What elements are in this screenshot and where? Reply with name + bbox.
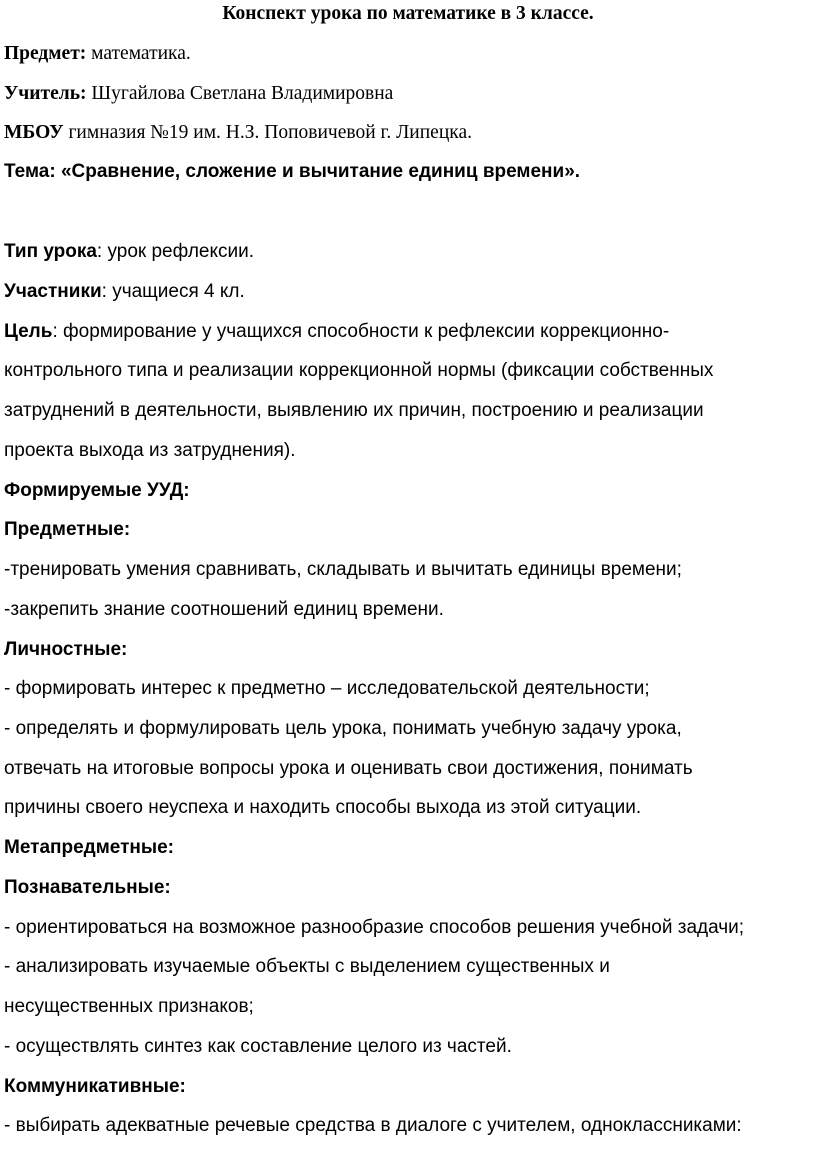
subject-uud-heading: Предметные: (4, 519, 131, 540)
cognitive-item: - анализировать изучаемые объекты с выделением существенных и (4, 956, 610, 977)
goal-line-3: затруднений в деятельности, выявлению их причин, построению и реализации (4, 400, 704, 421)
participants-value: : учащиеся 4 кл. (101, 281, 245, 302)
lesson-type-line (4, 240, 816, 264)
teacher-line (4, 82, 816, 106)
subject-value: математика. (86, 43, 191, 64)
personal-item: отвечать на итоговые вопросы урока и оценивать свои достижения, понимать (4, 758, 693, 779)
communicative-heading: Коммуникативные: (4, 1076, 186, 1097)
participants-line (4, 280, 816, 304)
personal-item: - формировать интерес к предметно – исследовательской деятельности; (4, 678, 650, 699)
personal-item: причины своего неуспеха и находить способы выхода из этой ситуации. (4, 797, 642, 818)
goal-line-2: контрольного типа и реализации коррекционной нормы (фиксации собственных (4, 360, 714, 381)
subject-uud-item: -закрепить знание соотношений единиц времени. (4, 599, 444, 620)
goal-text: : формирование у учащихся способности к рефлексии коррекционно- (52, 321, 670, 342)
communicative-item: - выбирать адекватные речевые средства в диалоге с учителем, одноклассниками: (4, 1115, 742, 1136)
topic-line: Тема: «Сравнение, сложение и вычитание единиц времени». (4, 161, 581, 182)
goal-line-1 (4, 320, 816, 344)
teacher-label: Учитель: (4, 83, 87, 104)
subject-label: Предмет: (4, 43, 87, 64)
goal-line-4: проекта выхода из затруднения). (4, 440, 296, 461)
personal-heading: Личностные: (4, 639, 128, 660)
participants-label: Участники (4, 281, 102, 302)
document-title: Конспект урока по математике в 3 классе. (222, 3, 594, 24)
subject-line (4, 42, 816, 66)
uud-heading: Формируемые УУД: (4, 480, 190, 501)
personal-item: - определять и формулировать цель урока, понимать учебную задачу урока, (4, 718, 682, 739)
lesson-type-value: : урок рефлексии. (96, 241, 255, 262)
cognitive-item: - осуществлять синтез как составление целого из частей. (4, 1036, 512, 1057)
teacher-value: Шугайлова Светлана Владимировна (86, 83, 394, 104)
school-line (4, 121, 816, 145)
subject-uud-item: -тренировать умения сравнивать, складывать и вычитать единицы времени; (4, 559, 682, 580)
school-value: гимназия №19 им. Н.З. Поповичевой г. Липецка. (63, 122, 472, 143)
lesson-type-label: Тип урока (4, 241, 97, 262)
goal-label: Цель (4, 321, 53, 342)
cognitive-heading: Познавательные: (4, 877, 171, 898)
school-label: МБОУ (4, 122, 64, 143)
cognitive-item: несущественных признаков; (4, 996, 254, 1017)
cognitive-item: - ориентироваться на возможное разнообразие способов решения учебной задачи; (4, 917, 745, 938)
meta-heading: Метапредметные: (4, 837, 174, 858)
